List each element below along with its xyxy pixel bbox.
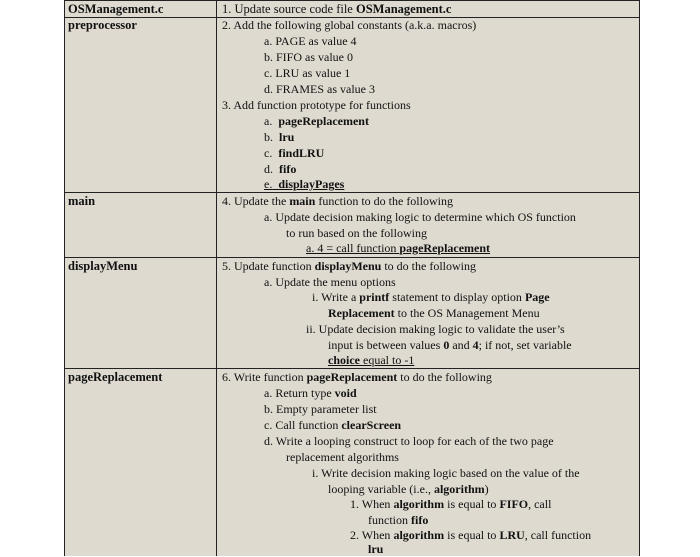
item-6-pre: 6. Write function (222, 370, 307, 384)
macro-frames: d. FRAMES as value 3 (264, 82, 375, 96)
pr-n1l2-pre: function (368, 513, 411, 527)
item-6-bold: pageReplacement (306, 370, 398, 384)
pr-d-line1: d. Write a looping construct to loop for each of the two page (264, 434, 554, 448)
pr-n2-line1 (350, 528, 591, 543)
displaymenu-ii-line1: ii. Update decision making logic to validate the user’s (306, 322, 565, 336)
pr-n2-pre: 2. When (350, 528, 394, 542)
pr-a (264, 386, 357, 401)
dm-ii2-b2: 4 (472, 338, 479, 352)
pr-a-pre: a. Return type (264, 386, 335, 400)
item-5-post: to do the following (381, 259, 477, 273)
prototype-letter: d. (264, 162, 273, 176)
dm-i-pre: i. Write a (312, 290, 360, 304)
item-1-file: OSManagement.c (355, 2, 452, 16)
pr-i-line1: i. Write decision making logic based on the value of the (312, 466, 580, 480)
main-a-line2: to run based on the following (286, 226, 427, 240)
main-a-sub (306, 241, 490, 256)
pr-n1-mid: is equal to (444, 497, 500, 511)
item-5 (222, 259, 476, 274)
row-divider-main (64, 192, 640, 193)
dm-ii2-post: ; if not, set variable (478, 338, 572, 352)
pr-a-bold: void (334, 386, 357, 400)
pr-i-line2 (328, 482, 489, 497)
pr-n2-bold2: LRU (499, 528, 525, 542)
pr-n2-bold: algorithm (393, 528, 445, 542)
item-2: 2. Add the following global constants (a.k.a. macros) (222, 18, 477, 32)
displaymenu-ii-line2 (328, 338, 572, 353)
prototype-findlru (264, 146, 324, 161)
prototype-letter: e. (264, 177, 273, 191)
prototype-fifo (264, 162, 296, 177)
column-divider (216, 0, 217, 556)
item-5-pre: 5. Update function (222, 259, 315, 273)
macro-page: a. PAGE as value 4 (264, 34, 357, 48)
pr-n1-line1 (350, 497, 551, 512)
pr-c (264, 418, 401, 433)
pr-b: b. Empty parameter list (264, 402, 377, 416)
dm-ii3-bold: choice (328, 353, 360, 367)
displaymenu-ii-line3 (328, 353, 414, 368)
prototype-letter: b. (264, 130, 273, 144)
prototype-name: displayPages (278, 177, 345, 191)
row-divider-pagereplacement (64, 368, 640, 369)
item-4-post: function to do the following (315, 194, 453, 208)
left-title-file: OSManagement.c (68, 2, 164, 16)
left-label-preprocessor: preprocessor (68, 18, 137, 32)
main-a-line1: a. Update decision making logic to determine which OS function (264, 210, 576, 224)
item-4-bold: main (289, 194, 316, 208)
pr-i2-post: ) (484, 482, 489, 496)
dm-ii2-mid: and (449, 338, 473, 352)
displaymenu-a: a. Update the menu options (264, 275, 396, 289)
pr-n1-line2 (368, 513, 428, 528)
dm-i2-bold: Replacement (328, 306, 395, 320)
pr-n1-bold2: FIFO (499, 497, 529, 511)
item-6-post: to do the following (397, 370, 492, 384)
pr-i2-bold: algorithm (433, 482, 485, 496)
prototype-name: lru (279, 130, 295, 144)
macro-fifo: b. FIFO as value 0 (264, 50, 353, 64)
pr-c-bold: clearScreen (341, 418, 402, 432)
pr-n2-line2 (368, 542, 383, 557)
dm-i-bold: printf (359, 290, 390, 304)
prototype-letter: c. (264, 146, 273, 160)
macro-lru: c. LRU as value 1 (264, 66, 351, 80)
dm-ii2-pre: input is between values (328, 338, 444, 352)
prototype-name: pageReplacement (278, 114, 369, 128)
pr-c-pre: c. Call function (264, 418, 342, 432)
displaymenu-i-line1 (312, 290, 550, 305)
prototype-name: findLRU (278, 146, 325, 160)
pr-i2-pre: looping variable (i.e., (328, 482, 434, 496)
dm-ii3-post: equal to -1 (360, 353, 415, 367)
main-a-sub-pre: a. 4 = call function (306, 241, 400, 255)
pr-n1l2-bold: fifo (411, 513, 429, 527)
left-label-main: main (68, 194, 96, 208)
main-a-sub-bold: pageReplacement (399, 241, 491, 255)
pr-n1-post: , call (528, 497, 552, 511)
item-5-bold: displayMenu (314, 259, 382, 273)
pr-n2-mid: is equal to (444, 528, 500, 542)
pr-n2l2-bold: lru (368, 542, 384, 556)
prototype-name: fifo (279, 162, 297, 176)
dm-ii2-b1: 0 (443, 338, 450, 352)
left-label-pagereplacement: pageReplacement (68, 370, 163, 384)
dm-i-bold2: Page (524, 290, 550, 304)
item-1-text: 1. Update source code file (222, 2, 356, 16)
dm-i-post: statement to display option (389, 290, 525, 304)
pr-n1-pre: 1. When (350, 497, 394, 511)
prototype-pagereplacement (264, 114, 369, 129)
dm-i2-post: to the OS Management Menu (394, 306, 540, 320)
pr-n2-post: , call function (524, 528, 592, 542)
displaymenu-i-line2 (328, 306, 540, 321)
pr-n1-bold: algorithm (393, 497, 445, 511)
item-6 (222, 370, 492, 385)
left-label-displaymenu: displayMenu (68, 259, 138, 273)
row-divider-top (64, 0, 640, 1)
item-4 (222, 194, 453, 209)
item-4-pre: 4. Update the (222, 194, 290, 208)
item-1 (222, 2, 451, 17)
item-3: 3. Add function prototype for functions (222, 98, 411, 112)
prototype-displaypages (264, 177, 344, 192)
pr-d-line2: replacement algorithms (286, 450, 399, 464)
prototype-lru (264, 130, 294, 145)
row-divider-displaymenu (64, 257, 640, 258)
prototype-letter: a. (264, 114, 273, 128)
